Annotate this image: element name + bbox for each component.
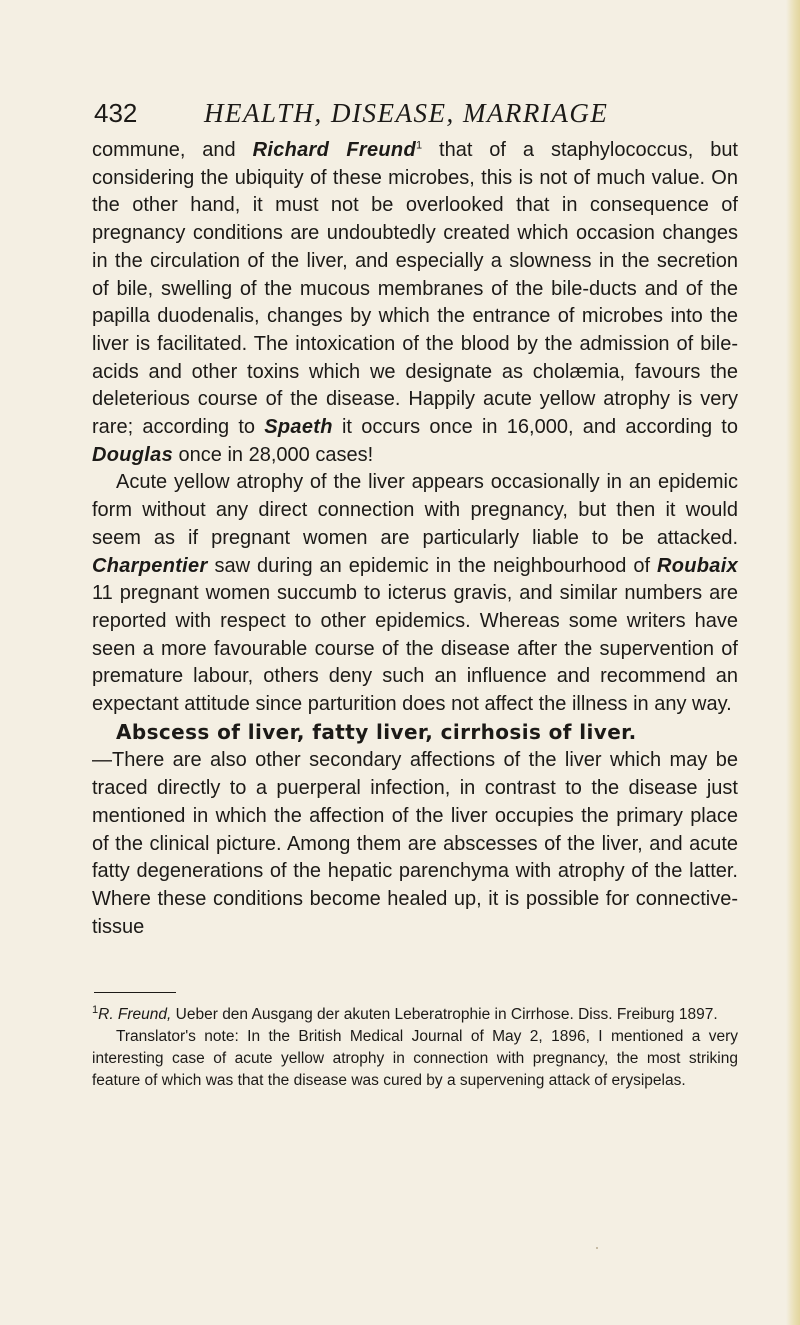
paragraph-1-text-b: that of a staphylococcus, but considering the ubiquity of these microbes, this is not of much value. On the other hand, it must not be overlooked that in consequence of pregnancy conditions are undoubtedly created which occasion changes in the circulation of the liver, and especially a slowness in the secretion of bile, swelling of the mucous membranes of the bile-ducts and of the papilla duodenalis, changes by which the entrance of microbes into the liver is facilitated. The intoxication of the blood by the admission of bile-acids and other toxins which we designate as cholæmia, favours the deleterious course of the disease. Happily acute yellow atrophy is very rare; according to [92,139,738,439]
author-name-douglas: Douglas [92,443,173,466]
paragraph-3 [92,719,738,942]
place-name-roubaix: Roubaix [657,554,738,577]
paragraph-3-text: —There are also other secondary affections of the liver which may be traced directly to a puerperal infection, in contrast to the disease just mentioned in which the affection of the liver occupies the primary place of the clinical picture. Among them are abscesses of the liver, and acute fatty degenerations of the hepatic parenchyma with atrophy of the latter. Where these conditions become healed up, it is possible for connective-tissue [92,749,738,938]
footnote-1-text: Ueber den Ausgang der akuten Leberatrophie in Cirrhose. Diss. Freiburg 1897. [171,1006,718,1023]
paragraph-2-text-a: Acute yellow atrophy of the liver appears occasionally in an epidemic form without any direct connection with pregnancy, but then it would seem as if pregnant women are particularly liable to be attacked. [92,471,738,549]
paragraph-2-text-b: saw during an epidemic in the neighbourhood of [207,554,657,577]
paragraph-1 [92,137,738,469]
page-number: 432 [94,98,138,128]
footnote-1-author: R. Freund, [98,1006,172,1023]
footnote-1-marker: 1 [92,1003,99,1016]
paragraph-1-text-a: commune, and [92,139,253,161]
running-header [94,95,714,135]
footnote-1 [92,1004,738,1026]
author-name-spaeth: Spaeth [264,416,333,439]
paper-speck [596,1247,598,1249]
footnote-marker: 1 [415,139,423,152]
author-name-charpentier: Charpentier [92,554,208,577]
paragraph-2-text-c: 11 pregnant women succumb to icterus gravis, and similar numbers are reported with respect to other epidemics. Whereas some writers have seen a more favourable course of the disease after the supervention of premature labour, others deny such an influence and recommend an expectant attitude since parturition does not affect the illness in any way. [92,582,738,716]
author-name-freund: Richard Freund [252,139,416,161]
body-text [92,137,738,941]
footnotes [92,1004,738,1092]
page-edge [786,0,800,1325]
running-head-title: HEALTH, DISEASE, MARRIAGE [204,98,609,128]
paragraph-1-text-c: it occurs once in 16,000, and according to [332,416,738,439]
paragraph-2 [92,469,738,718]
translator-note: Translator's note: In the British Medical Journal of May 2, 1896, I mentioned a very interesting case of acute yellow atrophy in connection with pregnancy, the most striking feature of which was that the disease was cured by a supervening attack of erysipelas. [92,1028,738,1089]
paragraph-1-text-d: once in 28,000 cases! [173,443,374,466]
footnote-divider [94,992,176,993]
section-heading: Abscess of liver, fatty liver, cirrhosis of liver. [116,719,637,744]
